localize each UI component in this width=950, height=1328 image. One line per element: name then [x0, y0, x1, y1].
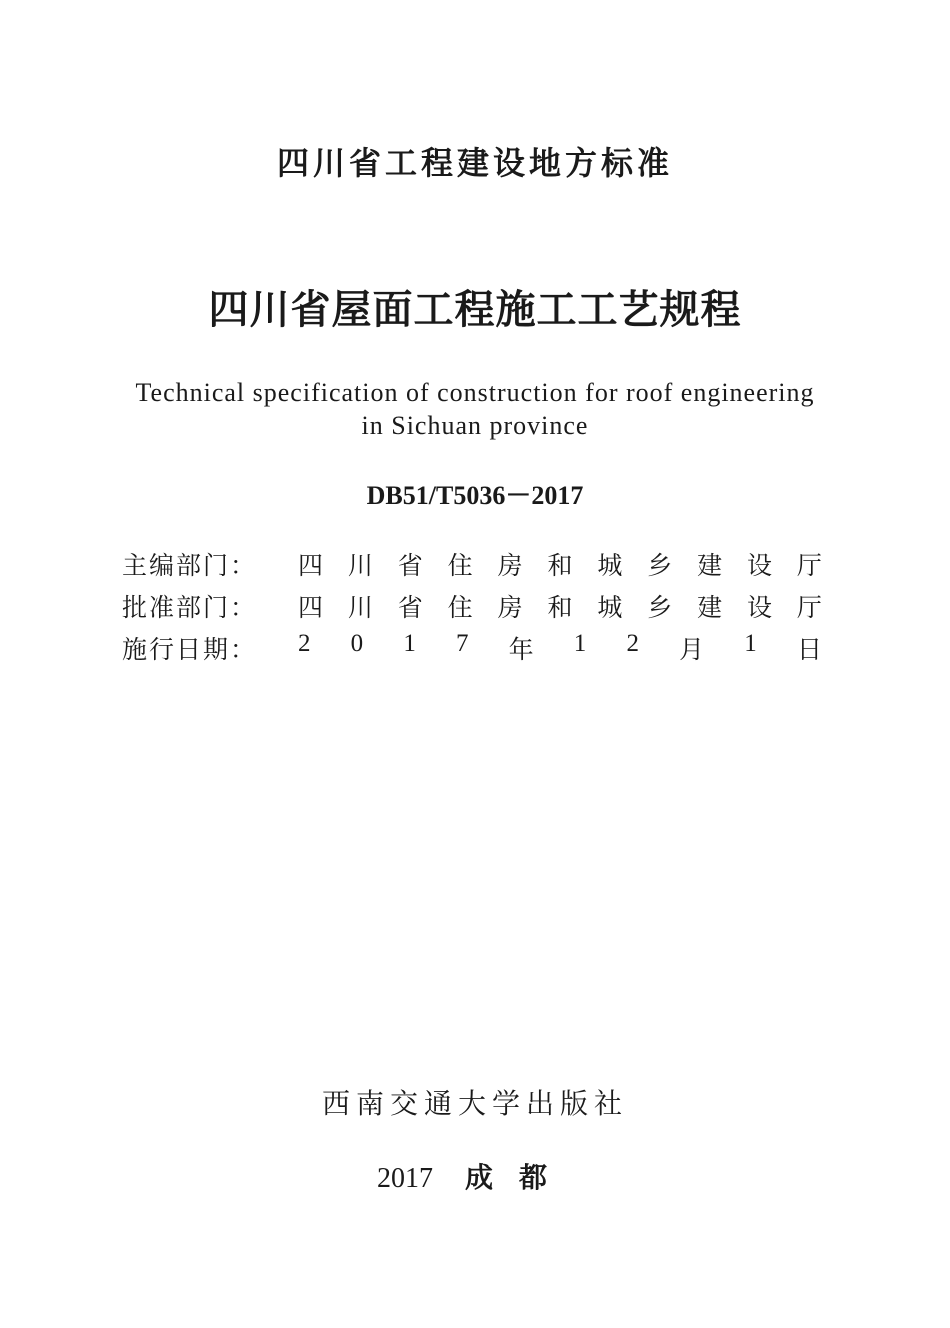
approver-label: 批准部门： — [122, 595, 258, 622]
publisher-name: 西南交通大学出版社 — [321, 1089, 628, 1120]
effective-date-row — [122, 627, 822, 669]
editor-char: 建 — [697, 553, 723, 580]
editor-row — [122, 543, 822, 585]
effective-date-label: 施行日期： — [122, 637, 258, 664]
effective-date-char: 月 — [679, 637, 705, 664]
effective-date-char: 7 — [455, 630, 469, 657]
effective-date-char: 年 — [508, 637, 534, 664]
editor-char: 四 — [298, 553, 324, 580]
info-table — [122, 543, 822, 669]
editor-char: 厅 — [796, 553, 822, 580]
approver-char: 乡 — [647, 595, 673, 622]
english-title — [0, 376, 950, 442]
approver-char: 住 — [447, 595, 473, 622]
effective-date-char: 0 — [350, 630, 364, 657]
editor-label: 主编部门： — [122, 553, 258, 580]
effective-date-char: 1 — [744, 630, 757, 657]
effective-date-value — [298, 630, 822, 666]
approver-row — [122, 585, 822, 627]
editor-char: 设 — [747, 553, 773, 580]
effective-date-char: 2 — [298, 630, 311, 657]
publication-year: 2017 — [376, 1163, 433, 1194]
main-title: 四川省屋面工程施工工艺规程 — [208, 287, 742, 333]
approver-char: 和 — [547, 595, 573, 622]
editor-char: 房 — [497, 553, 523, 580]
effective-date-char: 1 — [403, 630, 416, 657]
approver-char: 房 — [497, 595, 523, 622]
editor-char: 住 — [447, 553, 473, 580]
approver-char: 川 — [347, 595, 373, 622]
approver-char: 四 — [298, 595, 324, 622]
editor-char: 省 — [397, 553, 423, 580]
english-title-line-2: in Sichuan province — [361, 411, 589, 440]
effective-date-char: 1 — [573, 630, 587, 657]
editor-value — [298, 546, 822, 582]
approver-value — [298, 588, 822, 624]
editor-char: 和 — [547, 553, 573, 580]
standard-code: DB51/T5036－2017 — [366, 481, 584, 510]
approver-char: 省 — [397, 595, 423, 622]
editor-char: 川 — [347, 553, 373, 580]
publication-city: 成都 — [464, 1163, 573, 1194]
editor-char: 城 — [597, 553, 623, 580]
effective-date-char: 2 — [626, 630, 639, 657]
english-title-line-1: Technical specification of construction for roof engineering — [135, 378, 815, 407]
series-title: 四川省工程建设地方标准 — [276, 144, 673, 182]
editor-char: 乡 — [647, 553, 673, 580]
approver-char: 厅 — [796, 595, 822, 622]
approver-char: 城 — [597, 595, 623, 622]
approver-char: 建 — [697, 595, 723, 622]
publication-place — [0, 1156, 950, 1196]
approver-char: 设 — [747, 595, 773, 622]
effective-date-char: 日 — [796, 637, 822, 664]
